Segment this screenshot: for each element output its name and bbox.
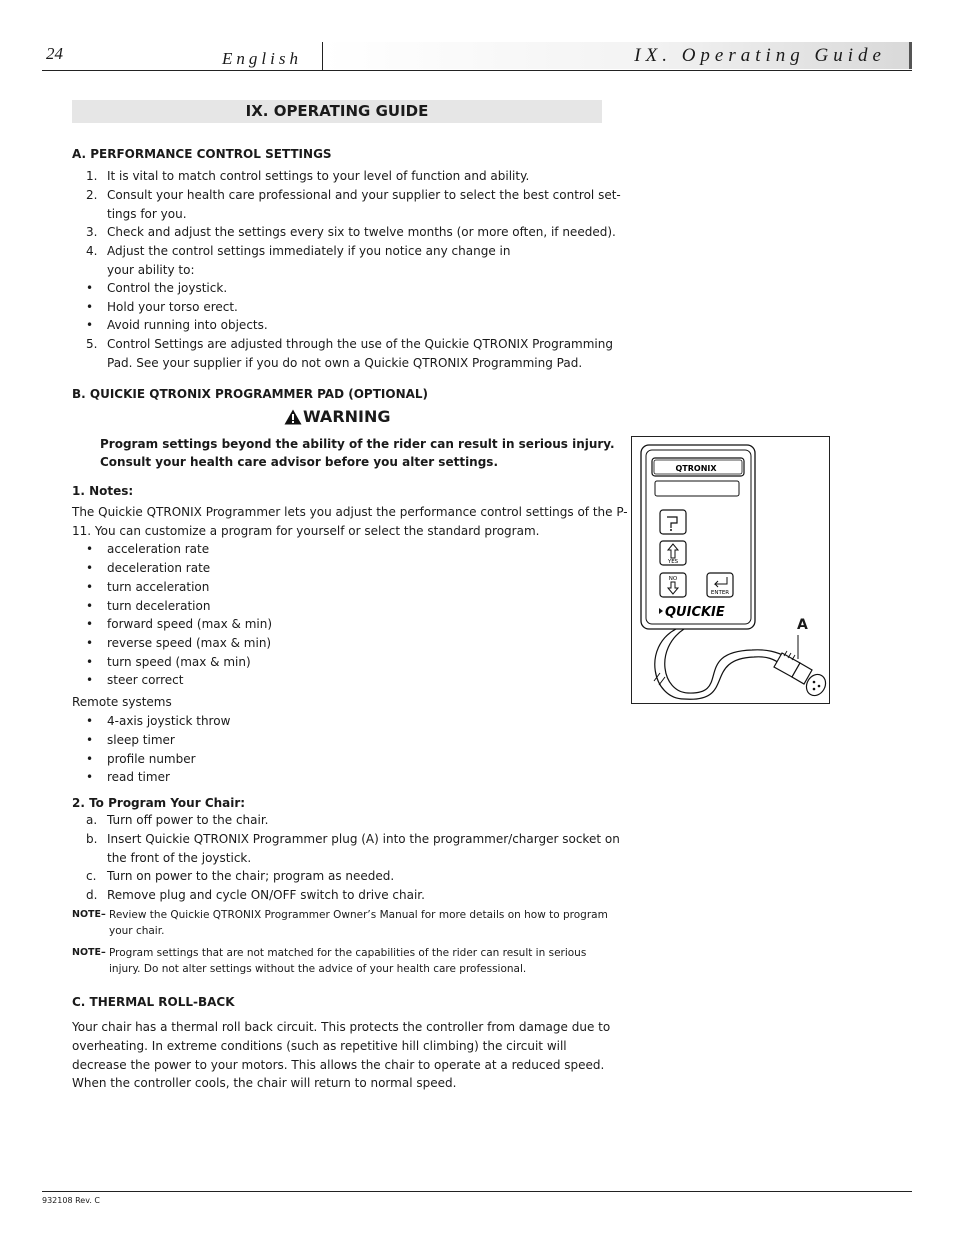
bullet-marker: • [86,599,94,613]
list-item-text: acceleration rate [107,542,210,556]
note-text: injury. Do not alter settings without the advice of your health care professional. [109,963,527,975]
paragraph-line: The Quickie QTRONIX Programmer lets you adjust the performance control settings of the P- [72,505,628,519]
list-item-text: Turn on power to the chair; program as needed. [107,869,395,883]
page-number: 24 [46,44,63,63]
bullet-marker: • [86,770,94,784]
list-item-text: your ability to: [107,263,195,277]
list-item-text: Pad. See your supplier if you do not own a Quickie QTRONIX Programming Pad. [107,356,583,370]
list-marker: 2. [86,188,98,202]
paragraph-line: Your chair has a thermal roll back circuit. This protects the controller from damage due to [72,1020,611,1034]
warning-title [284,407,391,426]
section-b-heading: B. QUICKIE QTRONIX PROGRAMMER PAD (OPTIONAL) [72,387,429,401]
bullet-marker: • [86,733,94,747]
bullet-marker: • [86,318,94,332]
list-item-text: Turn off power to the chair. [107,813,269,827]
list-item-text: reverse speed (max & min) [107,636,272,650]
list-marker: 5. [86,337,98,351]
note-text: your chair. [109,925,165,937]
program-heading: 2. To Program Your Chair: [72,796,246,810]
list-item-text: deceleration rate [107,561,211,575]
enter-label: ENTER [710,590,730,596]
no-label: NO [668,576,678,582]
note-text: Program settings that are not matched for the capabilities of the rider can result in serious [109,947,587,959]
paragraph-line: 11. You can customize a program for yourself or select the standard program. [72,524,540,538]
bullet-marker: • [86,752,94,766]
note-text: Review the Quickie QTRONIX Programmer Owner’s Manual for more details on how to program [109,909,608,921]
list-item-text: Insert Quickie QTRONIX Programmer plug (A) into the programmer/charger socket on [107,832,620,846]
bullet-marker: • [86,617,94,631]
list-item-text: Check and adjust the settings every six to twelve months (or more often, if needed). [107,225,616,239]
list-item-text: the front of the joystick. [107,851,252,865]
callout-label-a: A [797,617,808,633]
list-marker: a. [86,813,98,827]
paragraph-line: When the controller cools, the chair will return to normal speed. [72,1076,457,1090]
footer-rule [42,1191,912,1192]
list-item-text: tings for you. [107,207,187,221]
list-item-text: Hold your torso erect. [107,300,238,314]
list-item-text: 4-axis joystick throw [107,714,231,728]
list-item-text: Control the joystick. [107,281,228,295]
list-marker: 1. [86,169,98,183]
header-rule [42,70,912,71]
programmer-pad-illustration [632,437,829,703]
list-item-text: Consult your health care professional and your supplier to select the best control set- [107,188,621,202]
note-label: NOTE– [72,909,106,920]
list-item-text: forward speed (max & min) [107,617,273,631]
list-item-text: Remove plug and cycle ON/OFF switch to drive chair. [107,888,425,902]
warning-icon [284,409,302,425]
bullet-marker: • [86,542,94,556]
bullet-marker: • [86,655,94,669]
list-marker: 3. [86,225,98,239]
list-marker: c. [86,869,97,883]
list-item-text: Control Settings are adjusted through the use of the Quickie QTRONIX Programming [107,337,613,351]
section-c-heading: C. THERMAL ROLL-BACK [72,995,235,1009]
list-item-text: profile number [107,752,196,766]
bullet-marker: • [86,561,94,575]
remote-systems-label: Remote systems [72,695,172,709]
notes-heading: 1. Notes: [72,484,134,498]
bullet-marker: • [86,636,94,650]
paragraph-line: decrease the power to your motors. This allows the chair to operate at a reduced speed. [72,1058,605,1072]
warning-label: WARNING [303,407,391,426]
list-marker: d. [86,888,98,902]
list-item-text: It is vital to match control settings to your level of function and ability. [107,169,530,183]
header-chapter-title: IX. Operating Guide [634,45,886,66]
warning-text: Consult your health care advisor before you alter settings. [100,455,499,469]
paragraph-line: overheating. In extreme conditions (such as repetitive hill climbing) the circuit will [72,1039,567,1053]
list-item-text: turn deceleration [107,599,211,613]
list-item-text: Avoid running into objects. [107,318,268,332]
header-language: English [222,49,302,68]
list-item-text: read timer [107,770,170,784]
list-item-text: sleep timer [107,733,175,747]
bullet-marker: • [86,673,94,687]
list-item-text: turn acceleration [107,580,210,594]
list-marker: b. [86,832,98,846]
section-a-heading: A. PERFORMANCE CONTROL SETTINGS [72,147,332,161]
list-marker: 4. [86,244,98,258]
programmer-pad-figure [631,436,830,704]
qtronix-logo: QTRONIX [675,464,717,473]
footer-doc-number: 932108 Rev. C [42,1196,100,1205]
bullet-marker: • [86,580,94,594]
list-item-text: Adjust the control settings immediately if you notice any change in [107,244,511,258]
bullet-marker: • [86,300,94,314]
list-item-text: turn speed (max & min) [107,655,251,669]
bullet-marker: • [86,281,94,295]
list-item-text: steer correct [107,673,184,687]
bullet-marker: • [86,714,94,728]
yes-label: YES [667,559,679,565]
warning-text: Program settings beyond the ability of the rider can result in serious injury. [100,437,615,451]
quickie-brand: QUICKIE [665,605,725,620]
section-title: IX. OPERATING GUIDE [245,102,429,120]
note-label: NOTE– [72,947,106,958]
header-divider [322,42,323,70]
